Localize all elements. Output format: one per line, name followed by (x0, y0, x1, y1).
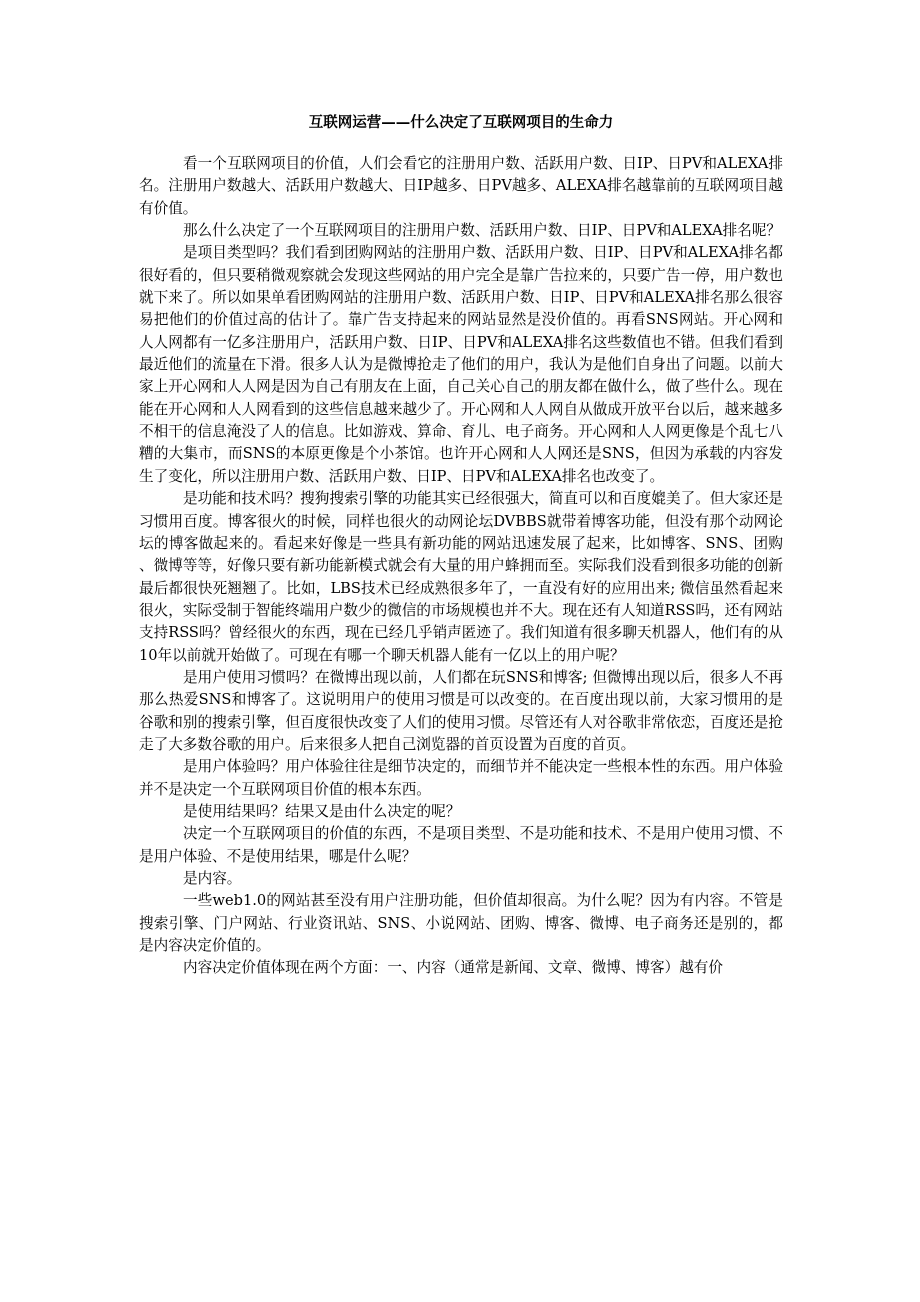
paragraph-1: 看一个互联网项目的价值，人们会看它的注册用户数、活跃用户数、日IP、日PV和ALEXA排名。注册用户数越大、活跃用户数越大、日IP越多、日PV越多、ALEXA排名越靠前的互联网项目越有价值。 (139, 155, 783, 217)
paragraph-8: 决定一个互联网项目的价值的东西，不是项目类型、不是功能和技术、不是用户使用习惯、不是用户体验、不是使用结果，哪是什么呢？ (139, 825, 783, 865)
paragraph-5: 是用户使用习惯吗？在微博出现以前，人们都在玩SNS和博客; 但微博出现以后，很多人不再那么热爱SNS和博客了。这说明用户的使用习惯是可以改变的。在百度出现以前，大家习惯用的是谷歌和别的搜索引擎，但百度很快改变了人们的使用习惯。尽管还有人对谷歌非常依恋，百度还是抢走了大多数谷歌的用户。后来很多人把自己浏览器的首页设置为百度的首页。 (139, 668, 783, 753)
document-title: 互联网运营——什么决定了互联网项目的生命力 (308, 114, 614, 131)
paragraph-10: 一些web1.0的网站甚至没有用户注册功能，但价值却很高。为什么呢？因为有内容。不管是搜索引擎、门户网站、行业资讯站、SNS、小说网站、团购、博客、微博、电子商务还是别的，都是内容决定价值的。 (139, 892, 783, 955)
paragraph-2: 那么什么决定了一个互联网项目的注册用户数、活跃用户数、日IP、日PV和ALEXA排名呢？ (183, 222, 782, 240)
paragraph-9: 是内容。 (183, 870, 242, 887)
paragraph-11: 内容决定价值体现在两个方面：一、内容（通常是新闻、文章、微博、博客）越有价 (183, 959, 723, 977)
paragraph-7: 是使用结果吗？结果又是由什么决定的呢？ (183, 802, 461, 820)
paragraph-4: 是功能和技术吗？搜狗搜索引擎的功能其实已经很强大，简直可以和百度媲美了。但大家还是习惯用百度。博客很火的时候，同样也很火的动网论坛DVBBS就带着博客功能，但没有那个动网论坛的博客做起来的。看起来好像是一些具有新功能的网站迅速发展了起来，比如博客、SNS、团购、微博等等，好像只要有新功能新模式就会有大量的用户蜂拥而至。实际我们没看到很多功能的创新最后都很快死翘翘了。比如，LBS技术已经成熟很多年了，一直没有好的应用出来; 微信虽然看起来很火，实际受制于智能终端用户数少的微信的市场规模也并不大。现在还有人知道RSS吗，还有网站支持RSS吗？曾经很火的东西，现在已经几乎销声匿迹了。我们知道有很多聊天机器人，他们有的从10年以前就开始做了。可现在有哪一个聊天机器人能有一亿以上的用户呢？ (139, 490, 783, 664)
document-page (139, 112, 783, 980)
paragraph-3: 是项目类型吗？我们看到团购网站的注册用户数、活跃用户数、日IP、日PV和ALEXA排名都很好看的，但只要稍微观察就会发现这些网站的用户完全是靠广告拉来的，只要广告一停，用户数也就下来了。所以如果单看团购网站的注册用户数、活跃用户数、日IP、日PV和ALEXA排名那么很容易把他们的价值过高的估计了。靠广告支持起来的网站显然是没价值的。再看SNS网站。开心网和人人网都有一亿多注册用户，活跃用户数、日IP、日PV和ALEXA排名这些数值也不错。但我们看到最近他们的流量在下滑。很多人认为是微博抢走了他们的用户，我认为是他们自身出了问题。以前大家上开心网和人人网是因为自己有朋友在上面，自己关心自己的朋友都在做什么，做了些什么。现在能在开心网和人人网看到的这些信息越来越少了。开心网和人人网自从做成开放平台以后，越来越多不相干的信息淹没了人的信息。比如游戏、算命、育儿、电子商务。开心网和人人网更像是个乱七八糟的大集市，而SNS的本原更像是个小茶馆。也许开心网和人人网还是SNS，但因为承载的内容发生了变化，所以注册用户数、活跃用户数、日IP、日PV和ALEXA排名也改变了。 (139, 244, 783, 485)
paragraph-6: 是用户体验吗？用户体验往往是细节决定的，而细节并不能决定一些根本性的东西。用户体验并不是决定一个互联网项目价值的根本东西。 (139, 758, 783, 798)
